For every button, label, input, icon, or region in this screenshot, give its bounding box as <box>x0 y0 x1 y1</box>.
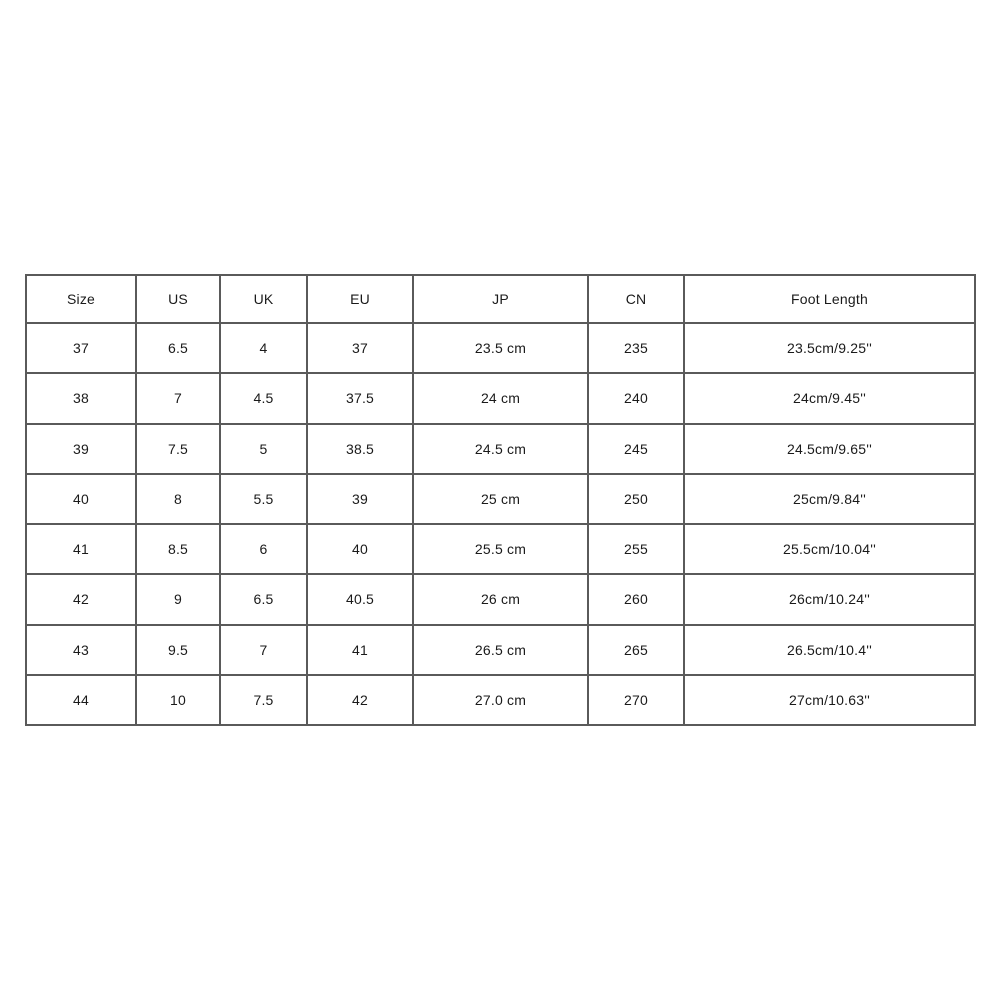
cell-us: 9.5 <box>136 625 220 675</box>
cell-eu: 40.5 <box>307 574 413 624</box>
table-row <box>26 323 975 373</box>
cell-us: 7 <box>136 373 220 423</box>
cell-size: 41 <box>26 524 136 574</box>
cell-foot-length: 24.5cm/9.65'' <box>684 424 975 474</box>
cell-us: 8.5 <box>136 524 220 574</box>
cell-cn: 260 <box>588 574 684 624</box>
cell-jp: 27.0 cm <box>413 675 588 725</box>
header-size: Size <box>26 275 136 323</box>
cell-foot-length: 26cm/10.24'' <box>684 574 975 624</box>
header-uk: UK <box>220 275 307 323</box>
cell-foot-length: 25.5cm/10.04'' <box>684 524 975 574</box>
cell-us: 6.5 <box>136 323 220 373</box>
table-row <box>26 625 975 675</box>
cell-us: 8 <box>136 474 220 524</box>
cell-us: 7.5 <box>136 424 220 474</box>
cell-uk: 5 <box>220 424 307 474</box>
table-row <box>26 574 975 624</box>
cell-foot-length: 25cm/9.84'' <box>684 474 975 524</box>
size-chart-table <box>25 274 976 726</box>
cell-jp: 24.5 cm <box>413 424 588 474</box>
cell-size: 39 <box>26 424 136 474</box>
cell-uk: 5.5 <box>220 474 307 524</box>
cell-us: 10 <box>136 675 220 725</box>
cell-jp: 26.5 cm <box>413 625 588 675</box>
header-us: US <box>136 275 220 323</box>
cell-cn: 255 <box>588 524 684 574</box>
cell-foot-length: 23.5cm/9.25'' <box>684 323 975 373</box>
cell-cn: 265 <box>588 625 684 675</box>
cell-foot-length: 24cm/9.45'' <box>684 373 975 423</box>
table-row <box>26 373 975 423</box>
cell-foot-length: 26.5cm/10.4'' <box>684 625 975 675</box>
cell-jp: 25.5 cm <box>413 524 588 574</box>
cell-jp: 24 cm <box>413 373 588 423</box>
header-foot-length: Foot Length <box>684 275 975 323</box>
header-eu: EU <box>307 275 413 323</box>
cell-eu: 37 <box>307 323 413 373</box>
cell-size: 42 <box>26 574 136 624</box>
cell-uk: 4 <box>220 323 307 373</box>
cell-cn: 240 <box>588 373 684 423</box>
header-jp: JP <box>413 275 588 323</box>
cell-cn: 250 <box>588 474 684 524</box>
cell-foot-length: 27cm/10.63'' <box>684 675 975 725</box>
cell-eu: 38.5 <box>307 424 413 474</box>
cell-size: 38 <box>26 373 136 423</box>
cell-size: 37 <box>26 323 136 373</box>
table-header-row <box>26 275 975 323</box>
table-row <box>26 474 975 524</box>
cell-jp: 23.5 cm <box>413 323 588 373</box>
cell-uk: 4.5 <box>220 373 307 423</box>
cell-eu: 40 <box>307 524 413 574</box>
cell-us: 9 <box>136 574 220 624</box>
cell-uk: 7 <box>220 625 307 675</box>
cell-eu: 42 <box>307 675 413 725</box>
cell-size: 44 <box>26 675 136 725</box>
cell-size: 43 <box>26 625 136 675</box>
cell-size: 40 <box>26 474 136 524</box>
cell-uk: 6 <box>220 524 307 574</box>
cell-cn: 245 <box>588 424 684 474</box>
cell-eu: 41 <box>307 625 413 675</box>
cell-uk: 7.5 <box>220 675 307 725</box>
table-row <box>26 675 975 725</box>
cell-cn: 270 <box>588 675 684 725</box>
cell-cn: 235 <box>588 323 684 373</box>
cell-jp: 25 cm <box>413 474 588 524</box>
cell-uk: 6.5 <box>220 574 307 624</box>
header-cn: CN <box>588 275 684 323</box>
table-row <box>26 424 975 474</box>
cell-eu: 39 <box>307 474 413 524</box>
table-row <box>26 524 975 574</box>
cell-jp: 26 cm <box>413 574 588 624</box>
cell-eu: 37.5 <box>307 373 413 423</box>
